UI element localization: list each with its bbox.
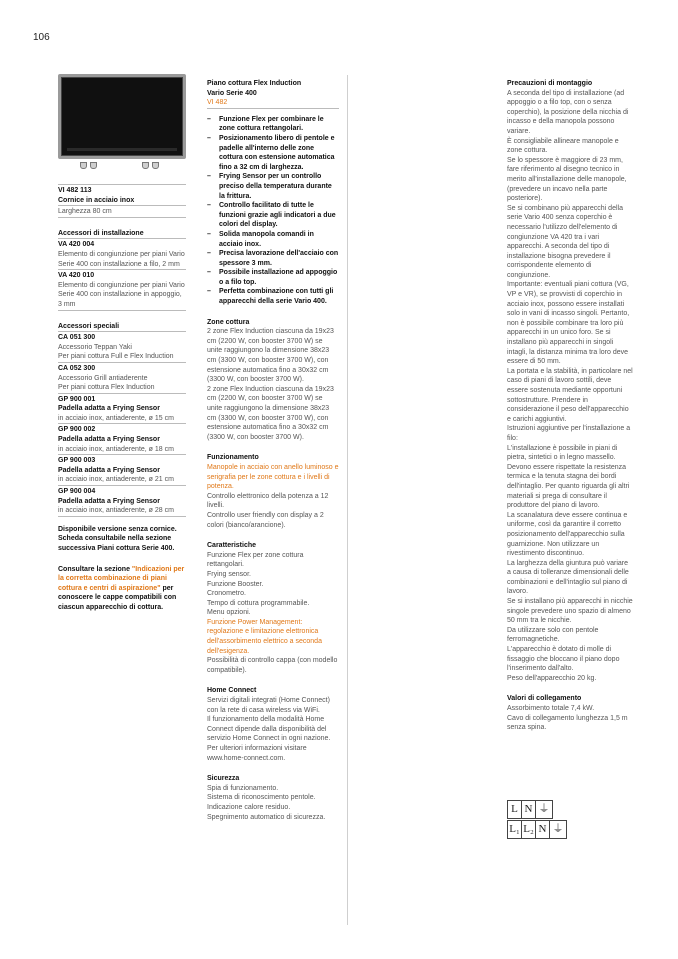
feature-item: – Funzione Flex per combinare le zone cottura rettangolari.	[207, 115, 339, 134]
feature-item: – Perfetta combinazione con tutti gli apparecchi della serie Vario 400.	[207, 287, 339, 306]
sic-line: Spia di funzionamento.	[207, 784, 279, 792]
sic-line: Spegnimento automatico di sicurezza.	[207, 813, 326, 821]
product-model: VI 482	[207, 98, 339, 109]
spec-code: CA 052 300	[58, 364, 96, 372]
consult-link[interactable]: "Indicazioni per la corretta combinazione di piani cottura e centri di aspirazione"	[58, 565, 185, 592]
cooktop-surface	[58, 74, 186, 159]
ground-icon: ⏚	[552, 823, 564, 835]
car-line: Funzione Flex per zone cottura rettangolari.	[207, 551, 304, 569]
spec-desc2: in acciaio inox, antiaderente, ø 18 cm	[58, 445, 186, 456]
zone-desc-2: 2 zone Flex Induction ciascuna da 19x23 cm (2200 W, con booster 3700 W) se unite raggiungono la dimensione 38x23 cm (3300 W, con booster 3700 W), con estensione automatica fino a 30x32 cm (3300 W, con booster 3700 W).	[207, 385, 334, 441]
prec-para: L'installazione è possibile in piani di pietra, sintetici o in legno massello. Devono essere rispettate la resistenza termica e la tenuta stagna dei bordi dell'intaglio. Per quanto riguarda gli altri materiali si prega di consultare il produttore del piano di lavoro.	[507, 444, 630, 510]
spec-desc: Padella adatta a Frying Sensor	[58, 436, 160, 444]
car-line: Funzione Booster.	[207, 580, 264, 588]
column-left	[58, 184, 186, 613]
spec-desc2: in acciaio inox, antiaderente, ø 28 cm	[58, 506, 186, 517]
connection-symbol-single-phase	[507, 800, 553, 819]
func-line: Controllo user friendly con display a 2 colori (bianco/arancione).	[207, 511, 324, 529]
spec-item	[58, 395, 186, 425]
car-line: Tempo di cottura programmabile.	[207, 599, 310, 607]
product-title: Piano cottura Flex Induction	[207, 80, 302, 87]
spec-list	[58, 333, 186, 517]
ground-icon: ⏚	[538, 803, 550, 815]
feature-item: – Posizionamento libero di pentole e padelle all'interno delle zone cottura con estensione automatica fino a 32 cm di larghezza.	[207, 134, 339, 172]
prec-para: È consigliabile allineare manopole e zone cottura.	[507, 137, 619, 155]
car-orange: Funzione Power Management: regolazione e limitazione elettronica dell'assorbimento elettrico a seconda dell'esigenza.	[207, 618, 322, 655]
connection-symbol-two-phase	[507, 820, 567, 839]
prec-para: Peso dell'apparecchio 20 kg.	[507, 674, 597, 682]
spec-code: GP 900 003	[58, 457, 96, 465]
knob-icon	[152, 162, 159, 169]
hc-line-2: Il funzionamento della modalità Home Connect dipende dalla disponibilità del servizio Home Connect in ogni nazione. Per ulteriori informazioni visitare www.home-connect.com.	[207, 716, 331, 762]
func-line: Controllo elettronico della potenza a 12 livelli.	[207, 492, 329, 510]
prec-para: L'apparecchio è dotato di molle di fissaggio che bloccano il piano dopo l'inserimento dall'alto.	[507, 646, 620, 673]
consult-note	[58, 565, 186, 613]
prec-para: Se si combinano più apparecchi della serie Vario 400 senza coperchio è necessario l'utilizzo dell'elemento di congiunzione VA 420 tra i vari apparecchi. A seconda del tipo di installazione bisogna prevedere il corrispondente elemento di congiunzione.	[507, 204, 623, 279]
model-code: VI 482 113	[58, 184, 186, 196]
feature-item: – Controllo facilitato di tutte le funzioni grazie agli indicatori a due colori del display.	[207, 201, 339, 230]
val-title: Valori di collegamento	[507, 695, 582, 703]
sic-title: Sicurezza	[207, 775, 240, 783]
spec-code: GP 900 002	[58, 426, 96, 434]
feature-list	[207, 115, 339, 307]
symbol-l1: L₁	[508, 821, 522, 838]
acc2-code: VA 420 010	[58, 272, 95, 280]
prec-title: Precauzioni di montaggio	[507, 80, 593, 87]
val-line: Cavo di collegamento lunghezza 1,5 m senza spina.	[507, 714, 628, 732]
spec-code: CA 051 300	[58, 334, 96, 342]
prec-para: A seconda del tipo di installazione (ad appoggio o a filo top, con o senza coperchio), la posizione della nicchia di incasso e della manopola possono variare.	[507, 89, 629, 135]
page-number: 106	[33, 32, 50, 43]
feature-item: – Precisa lavorazione dell'acciaio con spessore 3 mm.	[207, 249, 339, 268]
spec-desc2: Per piani cottura Flex Induction	[58, 383, 186, 394]
spec-desc2: Per piani cottura Full e Flex Induction	[58, 352, 186, 363]
prec-para: Importante: eventuali piani cottura (VG, VP e VR), se provvisti di coperchio in acciaio inox, possono essere installati solo in vani di incasso singoli. Pertanto, non è possibile combinare tra loro più apparecchi in un unico foro. Se si installano più apparecchi in singoli intagli, la distanza minima tra loro deve essere di 50 mm.	[507, 281, 630, 366]
spec-desc: Padella adatta a Frying Sensor	[58, 497, 160, 505]
column-middle	[207, 79, 339, 822]
feature-item: – Frying Sensor per un controllo preciso della temperatura durante la frittura.	[207, 172, 339, 201]
hc-line-1: Servizi digitali integrati (Home Connect) con la rete di casa wireless via WiFi.	[207, 697, 330, 714]
spec-desc: Padella adatta a Frying Sensor	[58, 466, 160, 474]
prec-para: La scanalatura deve essere continua e uniforme, così da garantire il corretto posizionamento dell'apparecchio sulla guarnizione. Non utilizzare un rivestimento discontinuo.	[507, 511, 628, 558]
cooktop-image	[58, 74, 186, 172]
spec-desc: Accessorio Teppan Yaki	[58, 343, 132, 351]
spec-desc2: in acciaio inox, antiaderente, ø 15 cm	[58, 414, 186, 425]
symbol-l: L	[508, 801, 522, 818]
knob-icon	[90, 162, 97, 169]
spec-desc2: in acciaio inox, antiaderente, ø 21 cm	[58, 475, 186, 486]
symbol-n: N	[536, 821, 550, 838]
car-title: Caratteristiche	[207, 542, 257, 550]
acc1-code: VA 420 004	[58, 241, 95, 249]
spec-desc: Padella adatta a Frying Sensor	[58, 405, 160, 413]
product-series: Vario Serie 400	[207, 89, 257, 97]
spec-item	[58, 333, 186, 363]
zone-desc-1: 2 zone Flex Induction ciascuna da 19x23 cm (2200 W, con booster 3700 W) se unite raggiungono la dimensione 38x23 cm (3300 W, con booster 3700 W), con estensione automatica fino a 30x32 cm (3300 W, con booster 3700 W).	[207, 328, 334, 384]
spec-code: GP 900 004	[58, 488, 96, 496]
func-orange: Manopole in acciaio con anello luminoso e serigrafia per le zone cottura e i livelli di potenza.	[207, 463, 339, 491]
prec-para: Da utilizzare solo con pentole ferromagnetiche.	[507, 626, 599, 644]
spec-item	[58, 487, 186, 517]
car-last: Possibilità di controllo cappa (con modello compatibile).	[207, 657, 338, 674]
prec-para: La portata e la stabilità, in particolare nel caso di piani di lavoro sottili, deve essere sostenuta mediante opportuni sottostrutture. Prendere in considerazione il peso dell'apparecchio e carichi aggiuntivi.	[507, 367, 633, 423]
column-divider	[347, 75, 348, 925]
zone-title: Zone cottura	[207, 318, 250, 326]
knob-icon	[80, 162, 87, 169]
spec-desc: Accessorio Grill antiaderente	[58, 374, 148, 382]
car-line: Frying sensor.	[207, 570, 251, 578]
feature-item: – Possibile installazione ad appoggio o a filo top.	[207, 268, 339, 287]
car-line: Cronometro.	[207, 590, 246, 598]
spec-item	[58, 425, 186, 455]
val-line: Assorbimento totale 7,4 kW.	[507, 705, 595, 712]
acc2-desc: Elemento di congiunzione per piani Vario Serie 400 con installazione in appoggio, 3 mm	[58, 281, 186, 311]
spec-item	[58, 456, 186, 486]
spec-code: GP 900 001	[58, 395, 96, 403]
hc-title: Home Connect	[207, 687, 257, 695]
spec-title: Accessori speciali	[58, 322, 186, 333]
consult-pre: Consultare la sezione	[58, 565, 132, 573]
prec-para: La larghezza della giuntura può variare a causa di tolleranze dimensionali delle combinazioni e dell'intaglio sul piano di lavoro.	[507, 559, 629, 596]
func-title: Funzionamento	[207, 454, 259, 462]
cooktop-knobs	[58, 162, 186, 172]
symbol-l2: L₂	[522, 821, 536, 838]
sic-line: Sistema di riconoscimento pentole.	[207, 794, 316, 802]
availability-note: Disponibile versione senza cornice. Scheda consultabile nella sezione successiva Piani cottura Serie 400.	[58, 525, 177, 552]
symbol-n: N	[522, 801, 536, 818]
prec-para: Se lo spessore è maggiore di 23 mm, fare riferimento al disegno tecnico in merito all'installazione delle manopole, (prevedere un incavo nella parte posteriore).	[507, 156, 627, 203]
car-line: Menu opzioni.	[207, 609, 251, 617]
spec-item	[58, 364, 186, 394]
cooktop-control-strip	[67, 148, 177, 151]
column-right	[507, 79, 633, 733]
feature-item: – Solida manopola comandi in acciaio inox.	[207, 230, 339, 249]
acc1-desc: Elemento di congiunzione per piani Vario Serie 400 con installazione a filo, 2 mm	[58, 250, 186, 270]
consult-post: per conoscere le cappe compatibili con ciascun apparecchio di cottura.	[58, 584, 177, 611]
prec-para: Istruzioni aggiuntive per l'installazione a filo:	[507, 425, 631, 442]
acc-title: Accessori di installazione	[58, 229, 186, 240]
prec-para: Se si installano più apparecchi in nicchie singole prevedere uno spazio di almeno 50 mm tra le nicchie.	[507, 598, 633, 625]
sic-line: Indicazione calore residuo.	[207, 803, 291, 811]
knob-icon	[142, 162, 149, 169]
model-desc: Cornice in acciaio inox	[58, 196, 186, 207]
model-width: Larghezza 80 cm	[58, 207, 186, 218]
